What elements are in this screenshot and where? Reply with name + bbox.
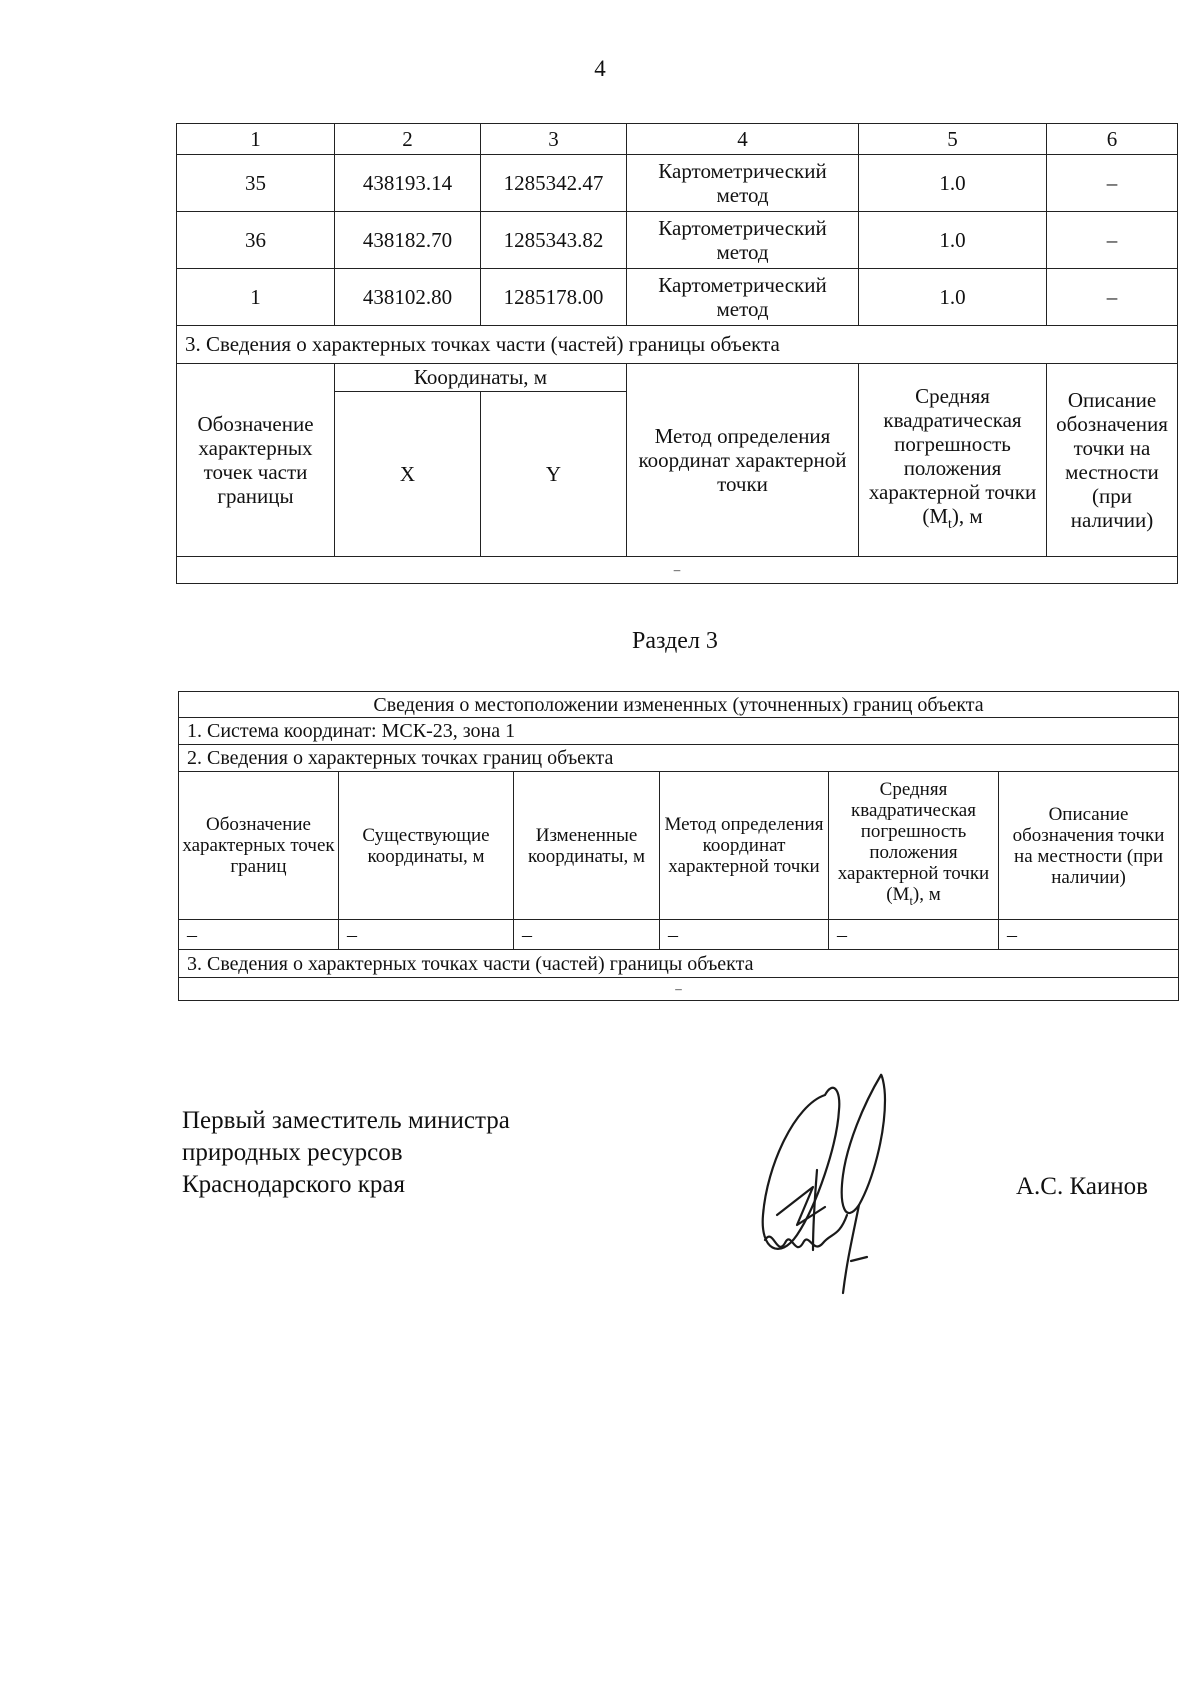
- point-id: 36: [177, 212, 335, 269]
- error-cell: 1.0: [859, 269, 1047, 326]
- header-error: Средняя квадратическая погрешность положения характерной точки $(M_t)$, м: [829, 772, 999, 920]
- empty-cell: –: [999, 920, 1179, 950]
- header-y: Y: [481, 392, 627, 557]
- signatory-position: [182, 1105, 510, 1201]
- signer-name: А.С. Каинов: [1016, 1173, 1148, 1200]
- coordinates-table: [176, 123, 1178, 584]
- parts-heading: 3. Сведения о характерных точках части (частей) границы объекта: [177, 326, 1178, 364]
- method-cell: Картометрический метод: [627, 212, 859, 269]
- empty-mark: –: [177, 557, 1178, 584]
- empty-cell: –: [514, 920, 660, 950]
- position-line: Первый заместитель министра: [182, 1107, 510, 1134]
- table-title: Сведения о местоположении измененных (уточненных) границ объекта: [179, 692, 1179, 718]
- error-cell: 1.0: [859, 212, 1047, 269]
- description-cell: –: [1047, 155, 1178, 212]
- coordinate-x: 438182.70: [335, 212, 481, 269]
- header-changed: Измененные координаты, м: [514, 772, 660, 920]
- column-number: 6: [1047, 124, 1178, 155]
- handwritten-signature: [755, 1065, 905, 1310]
- header-method: Метод определения координат характерной точки: [627, 364, 859, 557]
- header-method: Метод определения координат характерной точки: [660, 772, 829, 920]
- header-existing: Существующие координаты, м: [339, 772, 514, 920]
- coordinate-y: 1285178.00: [481, 269, 627, 326]
- header-coordinates: Координаты, м: [335, 364, 627, 392]
- coordinate-y: 1285342.47: [481, 155, 627, 212]
- position-line: Краснодарского края: [182, 1171, 405, 1198]
- column-number: 5: [859, 124, 1047, 155]
- boundaries-table: [178, 691, 1179, 1001]
- coordinate-y: 1285343.82: [481, 212, 627, 269]
- header-error: Средняя квадратическая погрешность положения характерной точки $(M_t)$, м: [859, 364, 1047, 557]
- points-heading: 2. Сведения о характерных точках границ объекта: [179, 745, 1179, 772]
- table-row: [177, 212, 1178, 269]
- page-number: 4: [594, 56, 606, 81]
- point-id: 1: [177, 269, 335, 326]
- description-cell: –: [1047, 212, 1178, 269]
- column-number: 1: [177, 124, 335, 155]
- table-header-row: [177, 364, 1178, 392]
- column-number: 4: [627, 124, 859, 155]
- table-row: [177, 155, 1178, 212]
- empty-cell: –: [660, 920, 829, 950]
- coordinate-x: 438193.14: [335, 155, 481, 212]
- header-x: X: [335, 392, 481, 557]
- description-cell: –: [1047, 269, 1178, 326]
- method-cell: Картометрический метод: [627, 155, 859, 212]
- table-row: [179, 920, 1179, 950]
- coordinate-system: 1. Система координат: МСК-23, зона 1: [179, 718, 1179, 745]
- point-id: 35: [177, 155, 335, 212]
- header-point: Обозначение характерных точек части границы: [177, 364, 335, 557]
- coordinate-x: 438102.80: [335, 269, 481, 326]
- empty-cell: –: [179, 920, 339, 950]
- error-cell: 1.0: [859, 155, 1047, 212]
- header-point: Обозначение характерных точек границ: [179, 772, 339, 920]
- header-description: Описание обозначения точки на местности (при наличии): [999, 772, 1179, 920]
- empty-mark: –: [179, 978, 1179, 1001]
- column-number: 3: [481, 124, 627, 155]
- method-cell: Картометрический метод: [627, 269, 859, 326]
- empty-cell: –: [339, 920, 514, 950]
- position-line: природных ресурсов: [182, 1139, 403, 1166]
- table-row: [177, 269, 1178, 326]
- section-title: Раздел 3: [632, 628, 718, 654]
- column-number: 2: [335, 124, 481, 155]
- header-description: Описание обозначения точки на местности (при наличии): [1047, 364, 1178, 557]
- parts-heading: 3. Сведения о характерных точках части (частей) границы объекта: [179, 950, 1179, 978]
- table-header-row: [179, 772, 1179, 920]
- table-column-numbers-row: [177, 124, 1178, 155]
- empty-cell: –: [829, 920, 999, 950]
